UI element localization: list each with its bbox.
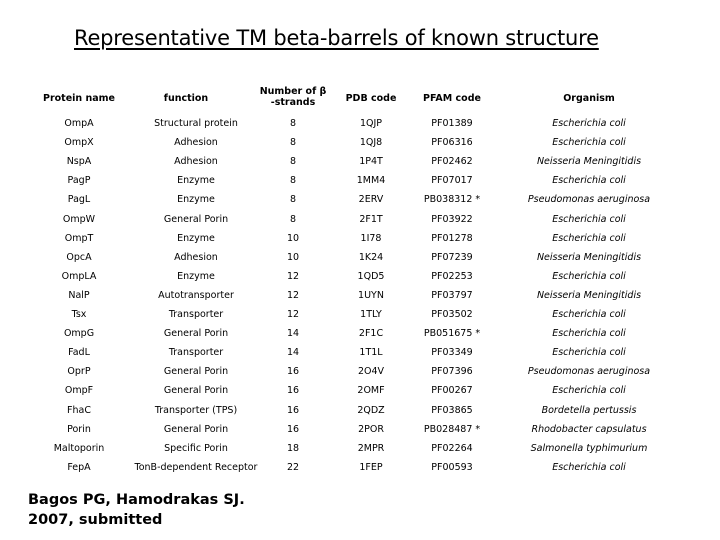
- cell-pdb: 1I78: [360, 232, 382, 244]
- cell-strands: 12: [286, 289, 300, 301]
- cell-strands: 22: [286, 461, 300, 473]
- cell-function: Enzyme: [177, 232, 215, 244]
- cell-protein: OmpLA: [61, 270, 97, 282]
- cell-pdb: 1T1L: [359, 347, 383, 359]
- cell-protein: Tsx: [71, 309, 87, 320]
- cell-strands: 16: [286, 423, 300, 435]
- cell-strands: 8: [289, 194, 297, 206]
- header-pfam-code: PFAM code: [423, 93, 481, 104]
- cell-strands: 14: [286, 347, 300, 359]
- cell-function: TonB-dependent Receptor: [134, 461, 258, 473]
- cell-organism: Escherichia coli: [552, 137, 626, 149]
- cell-pfam: PF00593: [431, 461, 473, 473]
- cell-function: General Porin: [163, 423, 229, 435]
- cell-pdb: 1QD5: [357, 270, 385, 282]
- cell-pdb: 1K24: [358, 251, 384, 263]
- cell-strands: 8: [289, 137, 297, 149]
- cell-protein: OmpX: [64, 137, 94, 149]
- cell-protein: PagL: [67, 194, 91, 206]
- cell-pfam: PF01278: [431, 232, 473, 244]
- cell-organism: Neisseria Meningitidis: [536, 289, 642, 301]
- cell-pdb: 2F1C: [358, 328, 384, 340]
- cell-strands: 16: [286, 366, 300, 378]
- cell-pfam: PF02462: [431, 156, 473, 168]
- cell-pfam: PF06316: [431, 137, 473, 149]
- cell-organism: Salmonella typhimurium: [530, 442, 648, 454]
- cell-strands: 8: [289, 156, 297, 168]
- cell-strands: 12: [286, 270, 300, 282]
- cell-pdb: 2QDZ: [357, 404, 385, 416]
- cell-pdb: 2MPR: [357, 442, 385, 454]
- cell-function: Transporter: [168, 309, 224, 320]
- cell-function: Structural protein: [154, 118, 238, 129]
- cell-function: General Porin: [163, 385, 229, 397]
- cell-function: General Porin: [163, 213, 229, 225]
- cell-organism: Escherichia coli: [552, 232, 626, 244]
- cell-pfam: PF03797: [431, 289, 473, 301]
- cell-organism: Neisseria Meningitidis: [536, 251, 642, 263]
- cell-pdb: 2POR: [358, 423, 384, 435]
- cell-organism: Escherichia coli: [552, 328, 626, 340]
- header-number-of-strands: [260, 86, 327, 108]
- cell-pfam: PB038312 *: [423, 194, 481, 206]
- cell-function: Transporter (TPS): [154, 404, 238, 416]
- cell-protein: PagP: [67, 175, 91, 187]
- cell-organism: Escherichia coli: [552, 385, 626, 397]
- cell-function: Transporter: [168, 347, 224, 359]
- cell-function: Enzyme: [177, 270, 215, 282]
- slide-title: Representative TM beta-barrels of known structure: [74, 26, 599, 50]
- cell-pfam: PF00267: [431, 385, 473, 397]
- cell-strands: 8: [289, 175, 297, 187]
- cell-protein: Porin: [67, 423, 91, 435]
- cell-function: Adhesion: [174, 251, 218, 263]
- cell-strands: 18: [286, 442, 300, 454]
- citation: [28, 490, 245, 530]
- cell-strands: 10: [286, 251, 300, 263]
- header-protein-name: Protein name: [42, 93, 116, 104]
- cell-protein: OmpW: [62, 213, 96, 225]
- cell-protein: OpcA: [66, 251, 92, 263]
- cell-organism: Escherichia coli: [552, 347, 626, 359]
- cell-function: General Porin: [163, 328, 229, 340]
- cell-organism: Pseudomonas aeruginosa: [527, 366, 651, 378]
- cell-protein: NalP: [68, 289, 90, 301]
- citation-status: 2007, submitted: [28, 512, 163, 528]
- cell-pfam: PF07396: [431, 366, 473, 378]
- cell-organism: Neisseria Meningitidis: [536, 156, 642, 168]
- cell-strands: 12: [286, 309, 300, 320]
- cell-pdb: 1P4T: [359, 156, 383, 168]
- cell-pdb: 1FEP: [359, 461, 383, 473]
- cell-pfam: PF07239: [431, 251, 473, 263]
- cell-pdb: 2F1T: [359, 213, 383, 225]
- cell-pdb: 2ERV: [358, 194, 384, 206]
- cell-organism: Escherichia coli: [552, 213, 626, 225]
- cell-pfam: PF02253: [431, 270, 473, 282]
- cell-protein: OmpG: [63, 328, 95, 340]
- cell-pdb: 2O4V: [357, 366, 385, 378]
- cell-pdb: 1UYN: [358, 289, 384, 301]
- header-function: function: [163, 93, 209, 104]
- header-pdb-code: PDB code: [345, 93, 397, 104]
- cell-function: Specific Porin: [164, 442, 228, 454]
- cell-organism: Escherichia coli: [552, 270, 626, 282]
- cell-protein: OmpT: [64, 232, 94, 244]
- cell-pdb: 1QJP: [359, 118, 383, 129]
- cell-pfam: PB051675 *: [423, 328, 481, 340]
- header-organism: Organism: [563, 93, 615, 104]
- cell-function: Enzyme: [177, 175, 215, 187]
- cell-pfam: PB028487 *: [423, 423, 481, 435]
- cell-pfam: PF02264: [431, 442, 473, 454]
- cell-strands: 10: [286, 232, 300, 244]
- header-strands-line1: Number of β: [259, 86, 327, 97]
- cell-function: Adhesion: [174, 137, 218, 149]
- cell-function: General Porin: [163, 366, 229, 378]
- cell-pfam: PF07017: [431, 175, 473, 187]
- cell-pdb: 1QJ8: [359, 137, 383, 149]
- cell-pdb: 2OMF: [357, 385, 385, 397]
- cell-strands: 16: [286, 404, 300, 416]
- cell-protein: FadL: [68, 347, 90, 359]
- cell-organism: Rhodobacter capsulatus: [531, 423, 647, 435]
- cell-strands: 8: [289, 213, 297, 225]
- cell-strands: 14: [286, 328, 300, 340]
- cell-organism: Bordetella pertussis: [541, 404, 637, 416]
- cell-pfam: PF03922: [431, 213, 473, 225]
- cell-protein: OprP: [67, 366, 91, 378]
- cell-protein: NspA: [66, 156, 92, 168]
- cell-function: Enzyme: [177, 194, 215, 206]
- citation-authors: Bagos PG, Hamodrakas SJ.: [28, 492, 245, 508]
- cell-organism: Escherichia coli: [552, 118, 626, 129]
- cell-strands: 16: [286, 385, 300, 397]
- cell-organism: Escherichia coli: [552, 175, 626, 187]
- cell-organism: Pseudomonas aeruginosa: [527, 194, 651, 206]
- cell-protein: FhaC: [67, 404, 91, 416]
- cell-organism: Escherichia coli: [552, 461, 626, 473]
- cell-pdb: 1TLY: [360, 309, 382, 320]
- cell-protein: FepA: [67, 461, 91, 473]
- cell-pfam: PF03502: [431, 309, 473, 320]
- cell-organism: Escherichia coli: [552, 309, 626, 320]
- cell-pfam: PF03349: [431, 347, 473, 359]
- cell-pfam: PF03865: [431, 404, 473, 416]
- cell-pdb: 1MM4: [356, 175, 386, 187]
- cell-protein: OmpA: [64, 118, 94, 129]
- cell-function: Adhesion: [174, 156, 218, 168]
- cell-protein: Maltoporin: [53, 442, 105, 454]
- cell-function: Autotransporter: [158, 289, 234, 301]
- cell-pfam: PF01389: [431, 118, 473, 129]
- cell-strands: 8: [289, 118, 297, 129]
- cell-protein: OmpF: [64, 385, 94, 397]
- header-strands-line2: -strands: [270, 97, 316, 108]
